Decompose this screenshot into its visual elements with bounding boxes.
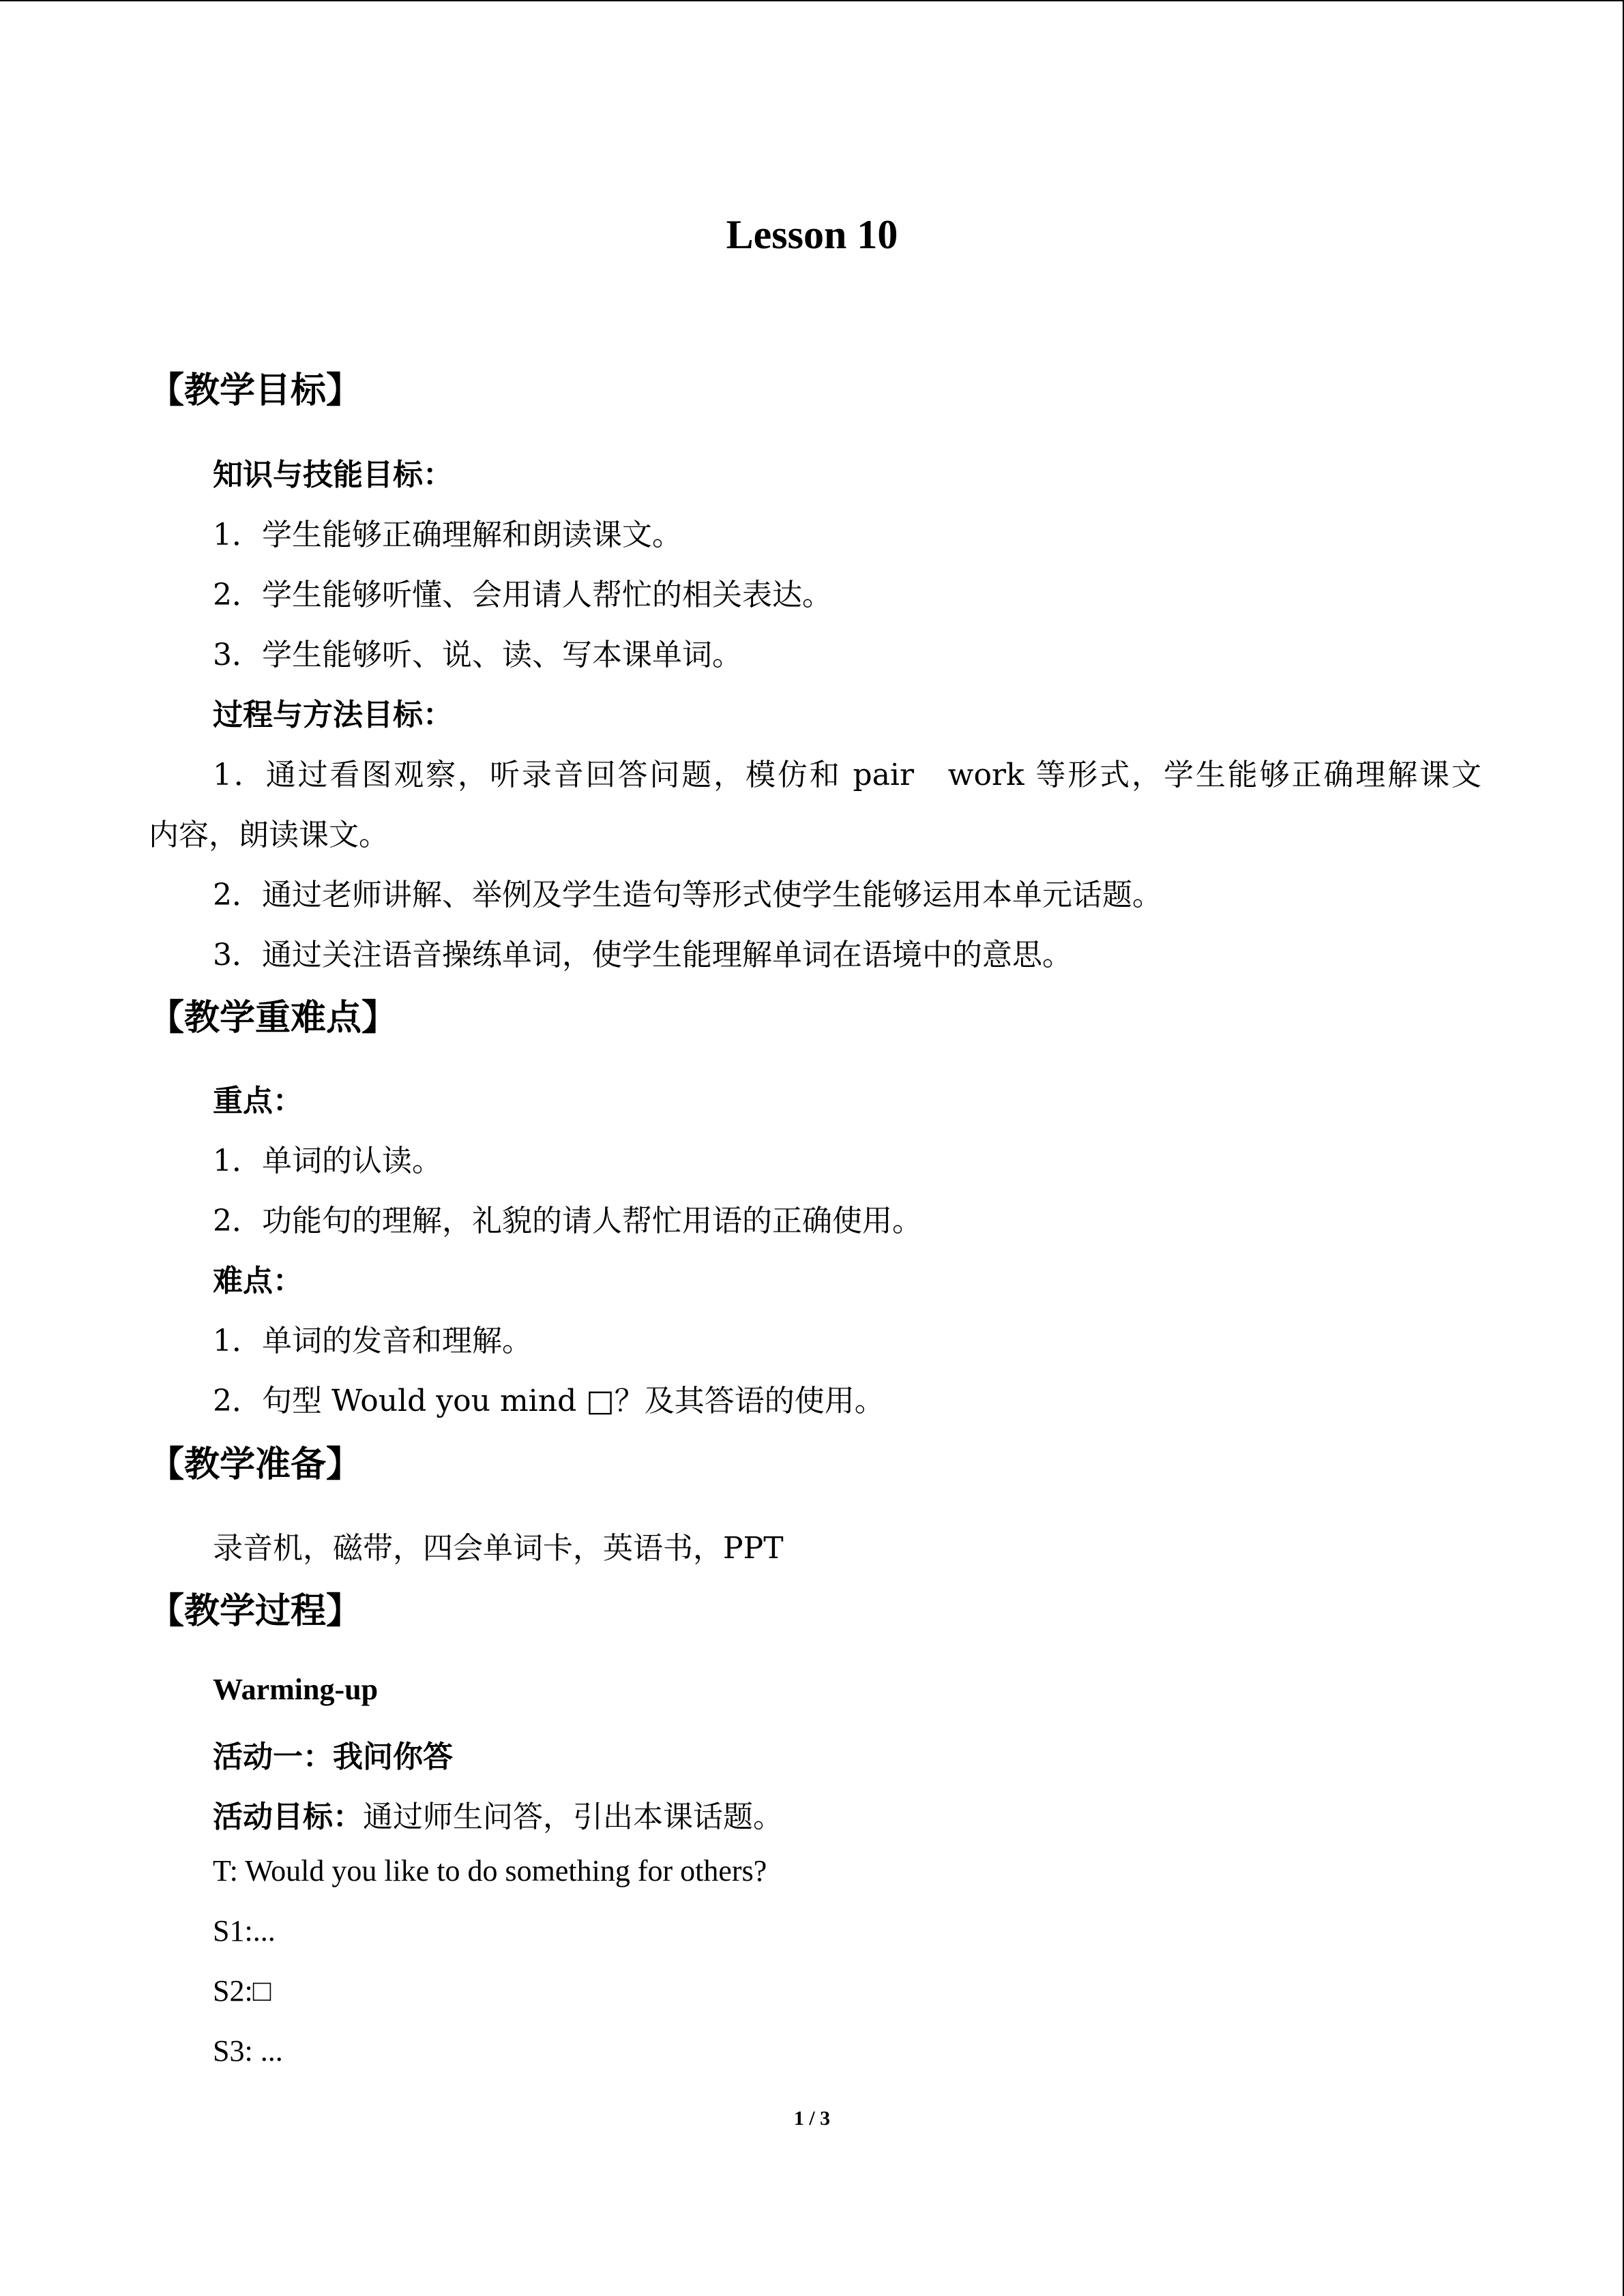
process-item: 2．通过老师讲解、举例及学生造句等形式使学生能够运用本单元话题。 (213, 878, 1162, 912)
page-border-top (0, 0, 1623, 1)
activity-goal-text: 通过师生问答，引出本课话题。 (363, 1800, 783, 1834)
section-heading-preparation: 【教学准备】 (149, 1444, 362, 1485)
activity-goal-label: 活动目标： (213, 1800, 363, 1834)
dialogue-line: T: Would you like to do something for others? (213, 1854, 767, 1888)
focus-item: 1．单词的认读。 (213, 1144, 442, 1178)
section-heading-process: 【教学过程】 (149, 1591, 362, 1632)
focus-label: 重点： (213, 1084, 303, 1118)
process-item-line: 内容，朗读课文。 (149, 818, 389, 852)
difficulty-item: 2．句型 Would you mind □？及其答语的使用。 (213, 1384, 885, 1418)
dialogue-line: S3: ... (213, 2034, 283, 2068)
activity-title: 活动一：我问你答 (213, 1740, 453, 1774)
difficulty-item: 1．单词的发音和理解。 (213, 1324, 532, 1358)
page-number: 1 / 3 (793, 2107, 831, 2130)
knowledge-label: 知识与技能目标： (213, 458, 453, 492)
difficulty-label: 难点： (213, 1264, 303, 1298)
knowledge-item: 3．学生能够听、说、读、写本课单词。 (213, 638, 742, 672)
process-item-line: 1．通过看图观察，听录音回答问题，模仿和 pair work 等形式，学生能够正确理解课文 (213, 758, 1481, 792)
knowledge-item: 1．学生能够正确理解和朗读课文。 (213, 518, 682, 552)
preparation-text: 录音机，磁带，四会单词卡，英语书，PPT (213, 1531, 784, 1566)
process-item: 3．通过关注语音操练单词，使学生能理解单词在语境中的意思。 (213, 938, 1072, 972)
dialogue-line: S1:... (213, 1914, 276, 1948)
warmup-label: Warming-up (213, 1673, 379, 1706)
section-heading-objectives: 【教学目标】 (149, 370, 362, 411)
dialogue-line: S2:□ (213, 1974, 271, 2008)
document-title: Lesson 10 (726, 212, 898, 257)
knowledge-item: 2．学生能够听懂、会用请人帮忙的相关表达。 (213, 578, 832, 612)
process-label: 过程与方法目标： (213, 698, 453, 732)
section-heading-key-points: 【教学重难点】 (149, 998, 398, 1039)
focus-item: 2．功能句的理解，礼貌的请人帮忙用语的正确使用。 (213, 1204, 922, 1238)
activity-goal (213, 1792, 783, 1836)
